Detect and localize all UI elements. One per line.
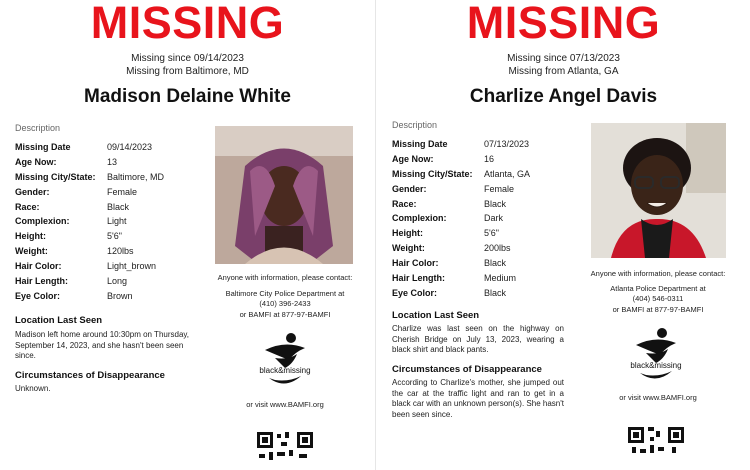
missing-from-text: Missing from Baltimore, MD [126, 66, 249, 77]
description-heading: Description [392, 120, 438, 130]
field-value: Black [484, 287, 507, 298]
field-label: Race: [392, 198, 417, 209]
field-row [392, 256, 530, 271]
bamfi-phone: or BAMFI at 877-97-BAMFI [239, 310, 331, 319]
qr-code-icon [255, 430, 315, 470]
missing-poster-charlize [375, 0, 750, 470]
field-row [392, 197, 530, 212]
field-row [392, 152, 530, 167]
field-value: Black [484, 258, 507, 269]
person-name: Charlize Angel Davis [469, 86, 658, 107]
person-photo [215, 126, 353, 264]
field-label: Weight: [392, 243, 425, 254]
field-value: Female [484, 183, 515, 194]
person-name: Madison Delaine White [84, 86, 291, 107]
field-value: 5'6" [107, 231, 122, 242]
description-heading: Description [15, 123, 61, 133]
contact-intro: Anyone with information, please contact: [217, 273, 353, 282]
field-label: Gender: [15, 186, 50, 197]
missing-since-text: Missing since 07/13/2023 [507, 53, 620, 64]
field-value: Black [484, 198, 507, 209]
field-label: Age Now: [392, 153, 434, 164]
location-last-seen-text: Charlize was last seen on the highway on Cherish Bridge on July 13, 2023, wearing a black shirt and black pants. [392, 324, 564, 354]
field-value: Female [107, 186, 138, 197]
field-row [392, 271, 530, 286]
missing-heading: MISSING [90, 0, 285, 48]
field-value: Light_brown [107, 261, 157, 272]
field-row [15, 200, 164, 215]
field-row [15, 214, 164, 229]
contact-department [578, 284, 738, 304]
field-label: Eye Color: [15, 290, 61, 301]
missing-from-text: Missing from Atlanta, GA [508, 66, 619, 77]
field-label: Missing Date [15, 142, 71, 152]
field-row [15, 185, 164, 200]
field-row [392, 211, 530, 226]
logo-text: black&missing [259, 366, 311, 375]
field-row [392, 286, 530, 301]
field-row [15, 289, 164, 304]
field-value: Black [107, 201, 130, 212]
contact-intro: Anyone with information, please contact: [590, 269, 726, 278]
field-value: Long [107, 276, 128, 287]
bamfi-phone: or BAMFI at 877-97-BAMFI [612, 305, 704, 314]
missing-since-text: Missing since 09/14/2023 [131, 53, 244, 64]
field-label: Hair Color: [392, 258, 439, 269]
field-row [15, 170, 164, 185]
field-label: Race: [15, 201, 40, 212]
field-label: Complexion: [15, 216, 70, 227]
contact-department-name: Baltimore City Police Department at [225, 289, 345, 298]
field-label: Gender: [392, 183, 427, 194]
field-value: 120lbs [107, 246, 134, 257]
field-label: Weight: [15, 246, 48, 257]
field-label: Eye Color: [392, 287, 438, 298]
field-label: Hair Color: [15, 261, 62, 272]
field-value: 07/13/2023 [484, 139, 530, 149]
field-row [392, 167, 530, 182]
visit-website-text: or visit www.BAMFI.org [246, 400, 324, 409]
field-value: Atlanta, GA [484, 168, 531, 179]
qr-code-icon [626, 425, 686, 470]
missing-heading: MISSING [466, 0, 661, 48]
field-row [392, 241, 530, 256]
field-row [15, 259, 164, 274]
field-value: Baltimore, MD [107, 171, 165, 182]
location-last-seen-text: Madison left home around 10:30pm on Thursday, September 14, 2023, and she hasn't been seen since. [15, 330, 190, 360]
contact-phone: (404) 546-0311 [632, 294, 684, 303]
field-label: Complexion: [392, 213, 447, 224]
black-and-missing-logo-icon [616, 325, 696, 385]
field-label: Hair Length: [392, 273, 445, 284]
description-fields [392, 137, 530, 301]
portrait-illustration [591, 123, 726, 258]
circumstances-title: Circumstances of Disappearance [15, 370, 165, 381]
black-and-missing-logo-icon [245, 330, 325, 390]
circumstances-text: Unknown. [15, 384, 51, 393]
field-value: Brown [107, 290, 133, 301]
field-value: Light [107, 216, 127, 227]
field-value: 13 [107, 156, 118, 167]
field-row [392, 182, 530, 197]
field-value: 200lbs [484, 243, 511, 254]
field-label: Missing City/State: [15, 171, 96, 182]
portrait-illustration [215, 126, 353, 264]
field-row [15, 155, 164, 170]
field-row [15, 229, 164, 244]
location-last-seen-title: Location Last Seen [15, 315, 103, 326]
field-label: Age Now: [15, 156, 57, 167]
field-row [15, 244, 164, 259]
field-label: Height: [15, 231, 46, 242]
field-row [392, 137, 530, 152]
location-last-seen-title: Location Last Seen [392, 310, 480, 321]
field-value: 09/14/2023 [107, 142, 153, 152]
visit-website-text: or visit www.BAMFI.org [619, 393, 697, 402]
field-value: Medium [484, 273, 517, 284]
person-photo [591, 123, 726, 258]
field-value: 16 [484, 153, 495, 164]
field-row [392, 226, 530, 241]
contact-department-name: Atlanta Police Department at [610, 284, 706, 293]
field-label: Height: [392, 228, 423, 239]
contact-phone: (410) 396-2433 [259, 299, 311, 308]
logo-text: black&missing [630, 361, 682, 370]
field-value: Dark [484, 213, 504, 224]
field-row [15, 140, 164, 155]
contact-department [205, 289, 365, 309]
field-label: Missing City/State: [392, 168, 473, 179]
field-label: Hair Length: [15, 276, 68, 287]
description-fields [15, 140, 164, 304]
circumstances-text: According to Charlize's mother, she jumped out the car at the traffic light and ran to get in a black car with an unknown person(s). She hasn't been seen since. [392, 378, 564, 419]
field-row [15, 274, 164, 289]
circumstances-title: Circumstances of Disappearance [392, 364, 542, 375]
field-label: Missing Date [392, 139, 448, 149]
field-value: 5'6" [484, 228, 499, 239]
